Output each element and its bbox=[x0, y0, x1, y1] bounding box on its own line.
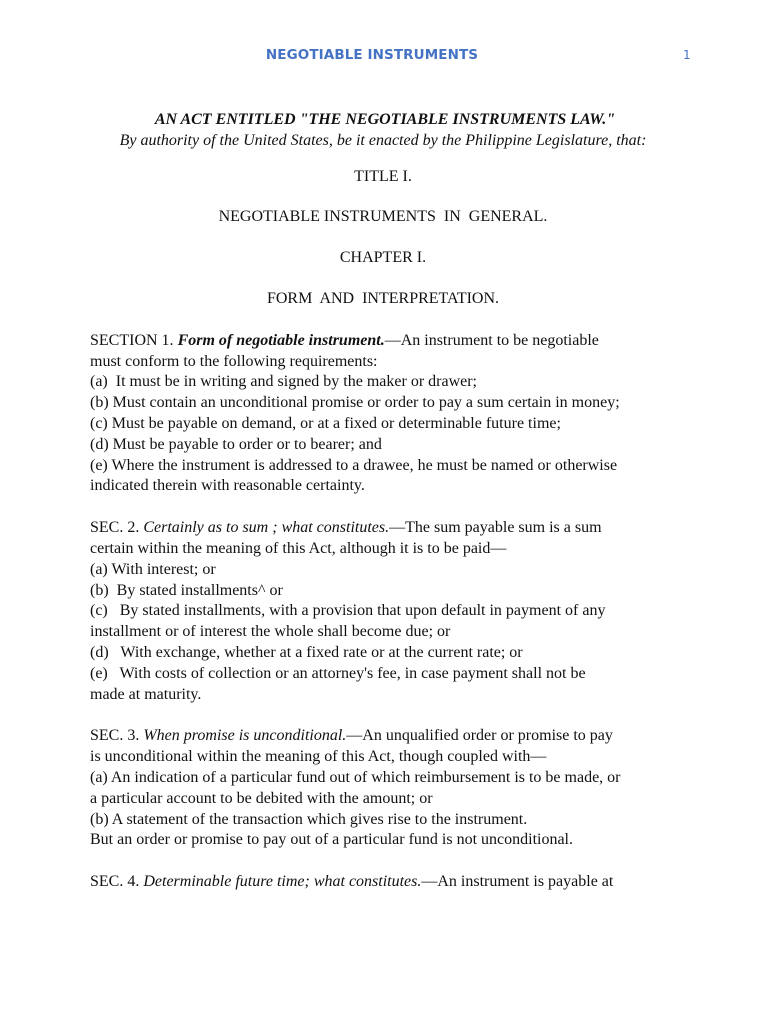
enacting-clause: By authority of the United States, be it enacted by the Philippine Legislature, that: bbox=[119, 131, 647, 149]
section-text-line: installment or of interest the whole shall become due; or bbox=[90, 623, 451, 641]
title-heading: NEGOTIABLE INSTRUMENTS IN GENERAL. bbox=[218, 208, 548, 226]
act-title: AN ACT ENTITLED "THE NEGOTIABLE INSTRUMENTS LAW." bbox=[154, 111, 616, 128]
section-4 bbox=[90, 872, 690, 893]
section-text-line: made at maturity. bbox=[90, 685, 202, 703]
running-header-title: NEGOTIABLE INSTRUMENTS bbox=[265, 47, 479, 63]
section-label: SEC. 4. bbox=[90, 873, 144, 891]
section-label: SEC. 2. bbox=[90, 519, 144, 537]
section-heading: When promise is unconditional. bbox=[143, 727, 347, 745]
clause-e: (e) With costs of collection or an attorney's fee, in case payment shall not be bbox=[90, 664, 586, 682]
section-text-line: certain within the meaning of this Act, although it is to be paid— bbox=[90, 539, 507, 557]
clause-b: (b) Must contain an unconditional promise or order to pay a sum certain in money; bbox=[90, 394, 620, 412]
section-text-line: must conform to the following requirements: bbox=[90, 352, 378, 370]
section-text-line: indicated therein with reasonable certainty. bbox=[90, 477, 365, 495]
document-body bbox=[90, 110, 690, 893]
section-text-line: —An instrument is payable at bbox=[421, 873, 614, 891]
section-2 bbox=[90, 518, 690, 705]
section-label: SECTION 1. bbox=[90, 331, 178, 349]
section-text-line: is unconditional within the meaning of this Act, though coupled with— bbox=[90, 748, 547, 766]
clause-d: (d) With exchange, whether at a fixed rate or at the current rate; or bbox=[90, 643, 523, 661]
section-text-line: —The sum payable sum is a sum bbox=[389, 519, 602, 537]
clause-c: (c) By stated installments, with a provision that upon default in payment of any bbox=[90, 602, 606, 620]
clause-a: (a) With interest; or bbox=[90, 560, 216, 578]
section-3-first-line bbox=[90, 726, 690, 747]
section-heading: Form of negotiable instrument. bbox=[177, 331, 385, 349]
chapter-label: CHAPTER I. bbox=[339, 249, 427, 267]
section-2-first-line bbox=[90, 518, 690, 539]
section-heading: Determinable future time; what constitutes. bbox=[143, 873, 422, 891]
section-4-first-line bbox=[90, 872, 690, 893]
section-label: SEC. 3. bbox=[90, 727, 144, 745]
clause-d: (d) Must be payable to order or to bearer; and bbox=[90, 435, 382, 453]
section-text-line: —An unqualified order or promise to pay bbox=[346, 727, 613, 745]
clause-b: (b) By stated installments^ or bbox=[90, 581, 283, 599]
section-1-first-line bbox=[90, 331, 690, 352]
clause-b: (b) A statement of the transaction which gives rise to the instrument. bbox=[90, 810, 528, 828]
section-1 bbox=[90, 331, 690, 497]
section-text-line: a particular account to be debited with the amount; or bbox=[90, 789, 433, 807]
clause-c: (c) Must be payable on demand, or at a fixed or determinable future time; bbox=[90, 414, 561, 432]
clause-e: (e) Where the instrument is addressed to a drawee, he must be named or otherwise bbox=[90, 456, 618, 474]
section-heading: Certainly as to sum ; what constitutes. bbox=[143, 519, 390, 537]
section-text-line: —An instrument to be negotiable bbox=[384, 331, 599, 349]
title-label: TITLE I. bbox=[354, 167, 412, 185]
clause-a: (a) It must be in writing and signed by the maker or drawer; bbox=[90, 373, 477, 391]
chapter-heading: FORM AND INTERPRETATION. bbox=[266, 289, 500, 307]
page-number: 1 bbox=[683, 48, 691, 62]
section-text-line: But an order or promise to pay out of a particular fund is not unconditional. bbox=[90, 831, 573, 849]
section-3 bbox=[90, 726, 690, 851]
clause-a: (a) An indication of a particular fund out of which reimbursement is to be made, or bbox=[90, 768, 621, 786]
